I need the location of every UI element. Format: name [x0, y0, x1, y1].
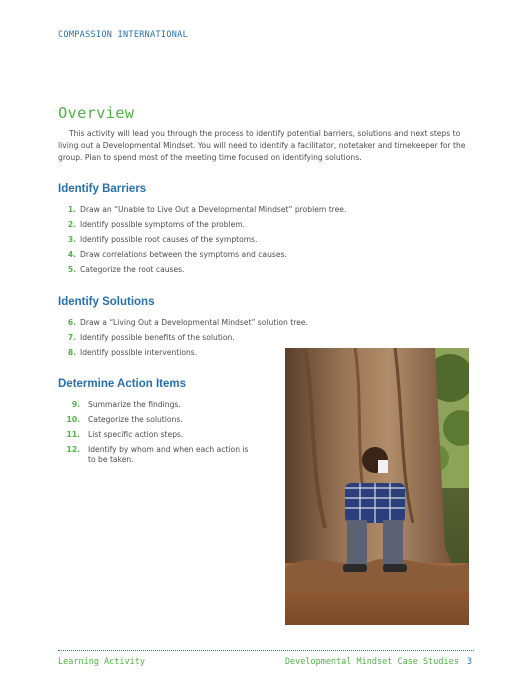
photo-illustration: [285, 348, 469, 625]
item-text: Summarize the findings.: [88, 400, 181, 409]
barriers-list: [58, 205, 346, 280]
item-text: Draw a “Living Out a Developmental Mindset” solution tree.: [80, 318, 308, 327]
overview-title: Overview: [58, 104, 135, 122]
item-number: 3.: [67, 235, 76, 244]
footer-divider: [58, 650, 474, 651]
list-item: [58, 348, 308, 358]
item-number: 12.: [66, 445, 80, 454]
item-number: 1.: [67, 205, 76, 214]
item-text: List specific action steps.: [88, 430, 184, 439]
item-number: 5.: [67, 265, 76, 274]
actions-heading: Determine Action Items: [58, 378, 187, 390]
footer-label: Learning Activity: [58, 657, 145, 667]
item-text: Categorize the solutions.: [88, 415, 183, 424]
item-number: 10.: [66, 415, 80, 424]
item-number: 4.: [67, 250, 76, 259]
solutions-list: [58, 318, 308, 363]
list-item: [58, 400, 258, 410]
item-number: 7.: [67, 333, 76, 342]
overview-intro-text: This activity will lead you through the process to identify potential barriers, solutions and next steps to living out a Developmental Mindset. You will need to identify a facilitator, notetaker and timekeeper for the group. Plan to spend most of the meeting time focused on identifying solutions.: [58, 129, 466, 162]
page-number: 3: [466, 657, 472, 667]
list-item: [58, 235, 346, 245]
solutions-heading: Identify Solutions: [58, 296, 155, 308]
item-text: Identify possible symptoms of the problem.: [80, 220, 246, 229]
item-number: 8.: [67, 348, 76, 357]
header-org-name: COMPASSION INTERNATIONAL: [58, 30, 189, 40]
item-text: Identify possible root causes of the symptoms.: [80, 235, 258, 244]
list-item: [58, 430, 258, 440]
list-item: [58, 445, 258, 465]
actions-list: [58, 400, 258, 470]
list-item: [58, 333, 308, 343]
item-text: Identify by whom and when each action is to be taken.: [88, 445, 249, 464]
item-number: 6.: [67, 318, 76, 327]
list-item: [58, 250, 346, 260]
photo-child-tree: [285, 348, 469, 625]
list-item: [58, 220, 346, 230]
item-number: 2.: [67, 220, 76, 229]
item-text: Draw an “Unable to Live Out a Developmental Mindset” problem tree.: [80, 205, 347, 214]
overview-intro: [58, 128, 476, 164]
item-text: Draw correlations between the symptoms and causes.: [80, 250, 287, 259]
item-number: 9.: [71, 400, 80, 409]
item-number: 11.: [66, 430, 80, 439]
footer-doc-title: [285, 657, 472, 667]
item-text: Identify possible interventions.: [80, 348, 198, 357]
item-text: Categorize the root causes.: [80, 265, 185, 274]
list-item: [58, 265, 346, 275]
barriers-heading: Identify Barriers: [58, 183, 147, 195]
list-item: [58, 415, 258, 425]
list-item: [58, 205, 346, 215]
footer-doc-title-text: Developmental Mindset Case Studies: [284, 657, 459, 667]
list-item: [58, 318, 308, 328]
item-text: Identify possible benefits of the solution.: [80, 333, 235, 342]
